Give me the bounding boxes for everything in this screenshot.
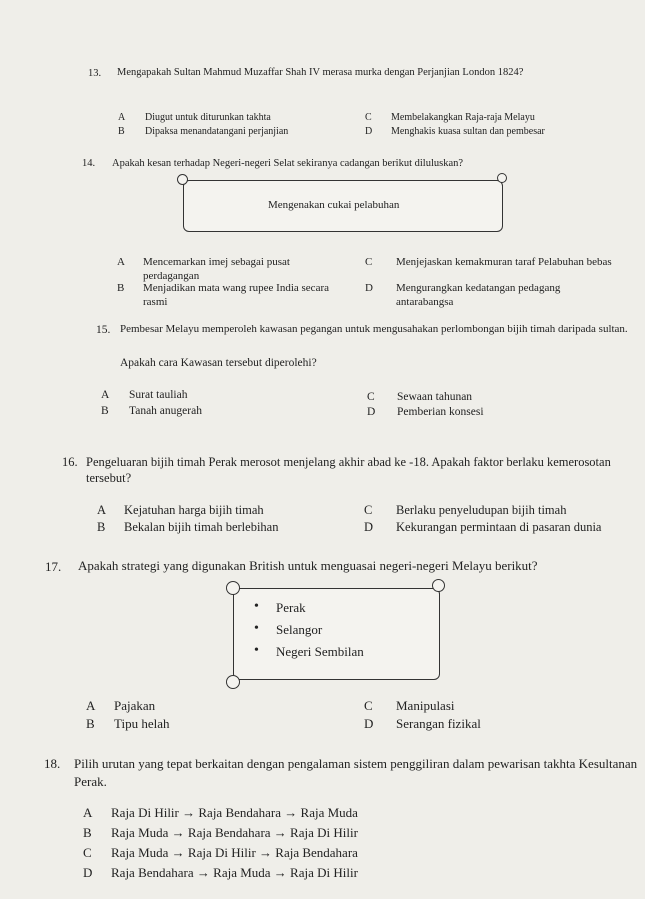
option-18-d[interactable]: [83, 865, 358, 881]
option-text: Raja Muda → Raja Bendahara → Raja Di Hilir: [111, 825, 358, 840]
option-17-d[interactable]: [364, 716, 481, 732]
option-letter: A: [101, 389, 110, 401]
option-13-b[interactable]: [118, 126, 289, 138]
states-list: [236, 600, 364, 666]
option-text: Mengurangkan kedatangan pedagang antarabangsa: [396, 282, 561, 308]
list-item: • Selangor: [236, 622, 364, 644]
option-text: Tanah anugerah: [129, 405, 202, 417]
option-text: Menjejaskan kemakmuran taraf Pelabuhan bebas: [396, 256, 612, 268]
scroll-curl: [226, 675, 240, 689]
question-text: Pembesar Melayu memperoleh kawasan pegangan untuk mengusahakan perlombongan bijih timah daripada sultan.: [120, 323, 628, 335]
option-letter: A: [117, 256, 125, 268]
option-letter: B: [83, 825, 92, 840]
option-text: Surat tauliah: [129, 389, 188, 401]
question-text: Apakah strategi yang digunakan British untuk menguasai negeri-negeri Melayu berikut?: [78, 558, 538, 573]
option-letter: D: [364, 716, 374, 731]
option-15-c[interactable]: [367, 391, 473, 405]
option-text: Pajakan: [114, 698, 156, 713]
question-number: 14.: [82, 158, 96, 169]
option-letter: C: [364, 503, 373, 517]
option-letter: B: [97, 520, 106, 534]
list-item: • Perak: [236, 600, 364, 622]
option-13-d[interactable]: [365, 126, 545, 138]
question-text: Mengapakah Sultan Mahmud Muzaffar Shah IV merasa murka dengan Perjanjian London 1824?: [117, 67, 524, 78]
option-text: Tipu helah: [114, 716, 170, 731]
question-number: 13.: [88, 68, 102, 79]
question-number: 17.: [45, 559, 62, 574]
option-letter: C: [365, 112, 372, 123]
option-15-a[interactable]: [101, 389, 188, 403]
option-letter: B: [118, 126, 125, 137]
option-letter: A: [118, 112, 126, 123]
option-17-c[interactable]: [364, 698, 455, 714]
states-scroll: [233, 588, 440, 680]
option-letter: A: [97, 503, 107, 517]
option-13-c[interactable]: [365, 112, 535, 124]
option-text: Mencemarkan imej sebagai pusat perdagangan: [143, 256, 290, 282]
option-15-b[interactable]: [101, 405, 202, 419]
option-letter: A: [86, 698, 96, 713]
option-16-c[interactable]: [364, 503, 567, 518]
option-17-a[interactable]: [86, 698, 156, 714]
question-number: 16.: [62, 455, 78, 469]
option-text: Raja Muda → Raja Di Hilir → Raja Bendahara: [111, 845, 358, 860]
option-14-c[interactable]: [365, 256, 612, 269]
scroll-curl: [497, 173, 507, 183]
option-letter: C: [365, 256, 373, 268]
statement-box: [183, 180, 503, 232]
option-text: Dipaksa menandatangani perjanjian: [145, 126, 289, 137]
option-letter: D: [367, 406, 376, 418]
option-14-b[interactable]: [117, 282, 329, 308]
option-letter: C: [367, 391, 375, 403]
option-16-b[interactable]: [97, 520, 279, 535]
option-16-d[interactable]: [364, 520, 602, 535]
option-text: Raja Di Hilir → Raja Bendahara → Raja Muda: [111, 805, 358, 820]
option-letter: A: [83, 805, 93, 820]
option-letter: C: [83, 845, 92, 860]
option-18-c[interactable]: [83, 845, 358, 861]
option-letter: D: [365, 282, 373, 294]
option-text: Sewaan tahunan: [397, 391, 473, 403]
option-text: Bekalan bijih timah berlebihan: [124, 520, 279, 534]
option-13-a[interactable]: [118, 112, 271, 124]
option-letter: B: [101, 405, 109, 417]
option-letter: B: [86, 716, 95, 731]
option-text: Kekurangan permintaan di pasaran dunia: [396, 520, 602, 534]
option-18-b[interactable]: [83, 825, 358, 841]
option-text: Manipulasi: [396, 698, 455, 713]
question-text: Pengeluaran bijih timah Perak merosot menjelang akhir abad ke -18. Apakah faktor berlaku kemerosotan tersebut?: [86, 455, 611, 486]
option-text: Menghakis kuasa sultan dan pembesar: [391, 126, 545, 137]
option-text: Diugut untuk diturunkan takhta: [145, 112, 271, 123]
option-letter: C: [364, 698, 373, 713]
option-letter: B: [117, 282, 125, 294]
question-text: Pilih urutan yang tepat berkaitan dengan pengalaman sistem penggiliran dalam pewarisan takhta Kesultanan Perak.: [74, 756, 638, 789]
option-17-b[interactable]: [86, 716, 170, 732]
option-14-a[interactable]: [117, 256, 290, 282]
statement-text: Mengenakan cukai pelabuhan: [268, 199, 400, 211]
option-15-d[interactable]: [367, 406, 484, 420]
question-text: Apakah kesan terhadap Negeri-negeri Selat sekiranya cadangan berikut diluluskan?: [112, 158, 464, 169]
option-text: Membelakangkan Raja-raja Melayu: [391, 112, 535, 123]
option-text: Serangan fizikal: [396, 716, 481, 731]
option-text: Pemberian konsesi: [397, 406, 484, 418]
option-text: Berlaku penyeludupan bijih timah: [396, 503, 567, 517]
option-text: Menjadikan mata wang rupee India secara rasmi: [143, 282, 329, 308]
option-text: Raja Bendahara → Raja Muda → Raja Di Hilir: [111, 865, 358, 880]
option-letter: D: [364, 520, 374, 534]
option-16-a[interactable]: [97, 503, 264, 518]
question-number: 15.: [96, 324, 111, 336]
list-item: • Negeri Sembilan: [236, 644, 364, 666]
scroll-curl: [177, 174, 188, 185]
option-letter: D: [83, 865, 93, 880]
question-text: Apakah cara Kawasan tersebut diperolehi?: [120, 357, 317, 369]
scroll-curl: [226, 581, 240, 595]
question-number: 18.: [44, 756, 61, 771]
option-text: Kejatuhan harga bijih timah: [124, 503, 264, 517]
option-14-d[interactable]: [365, 282, 561, 308]
option-18-a[interactable]: [83, 805, 358, 821]
scroll-curl: [432, 579, 445, 592]
option-letter: D: [365, 126, 373, 137]
